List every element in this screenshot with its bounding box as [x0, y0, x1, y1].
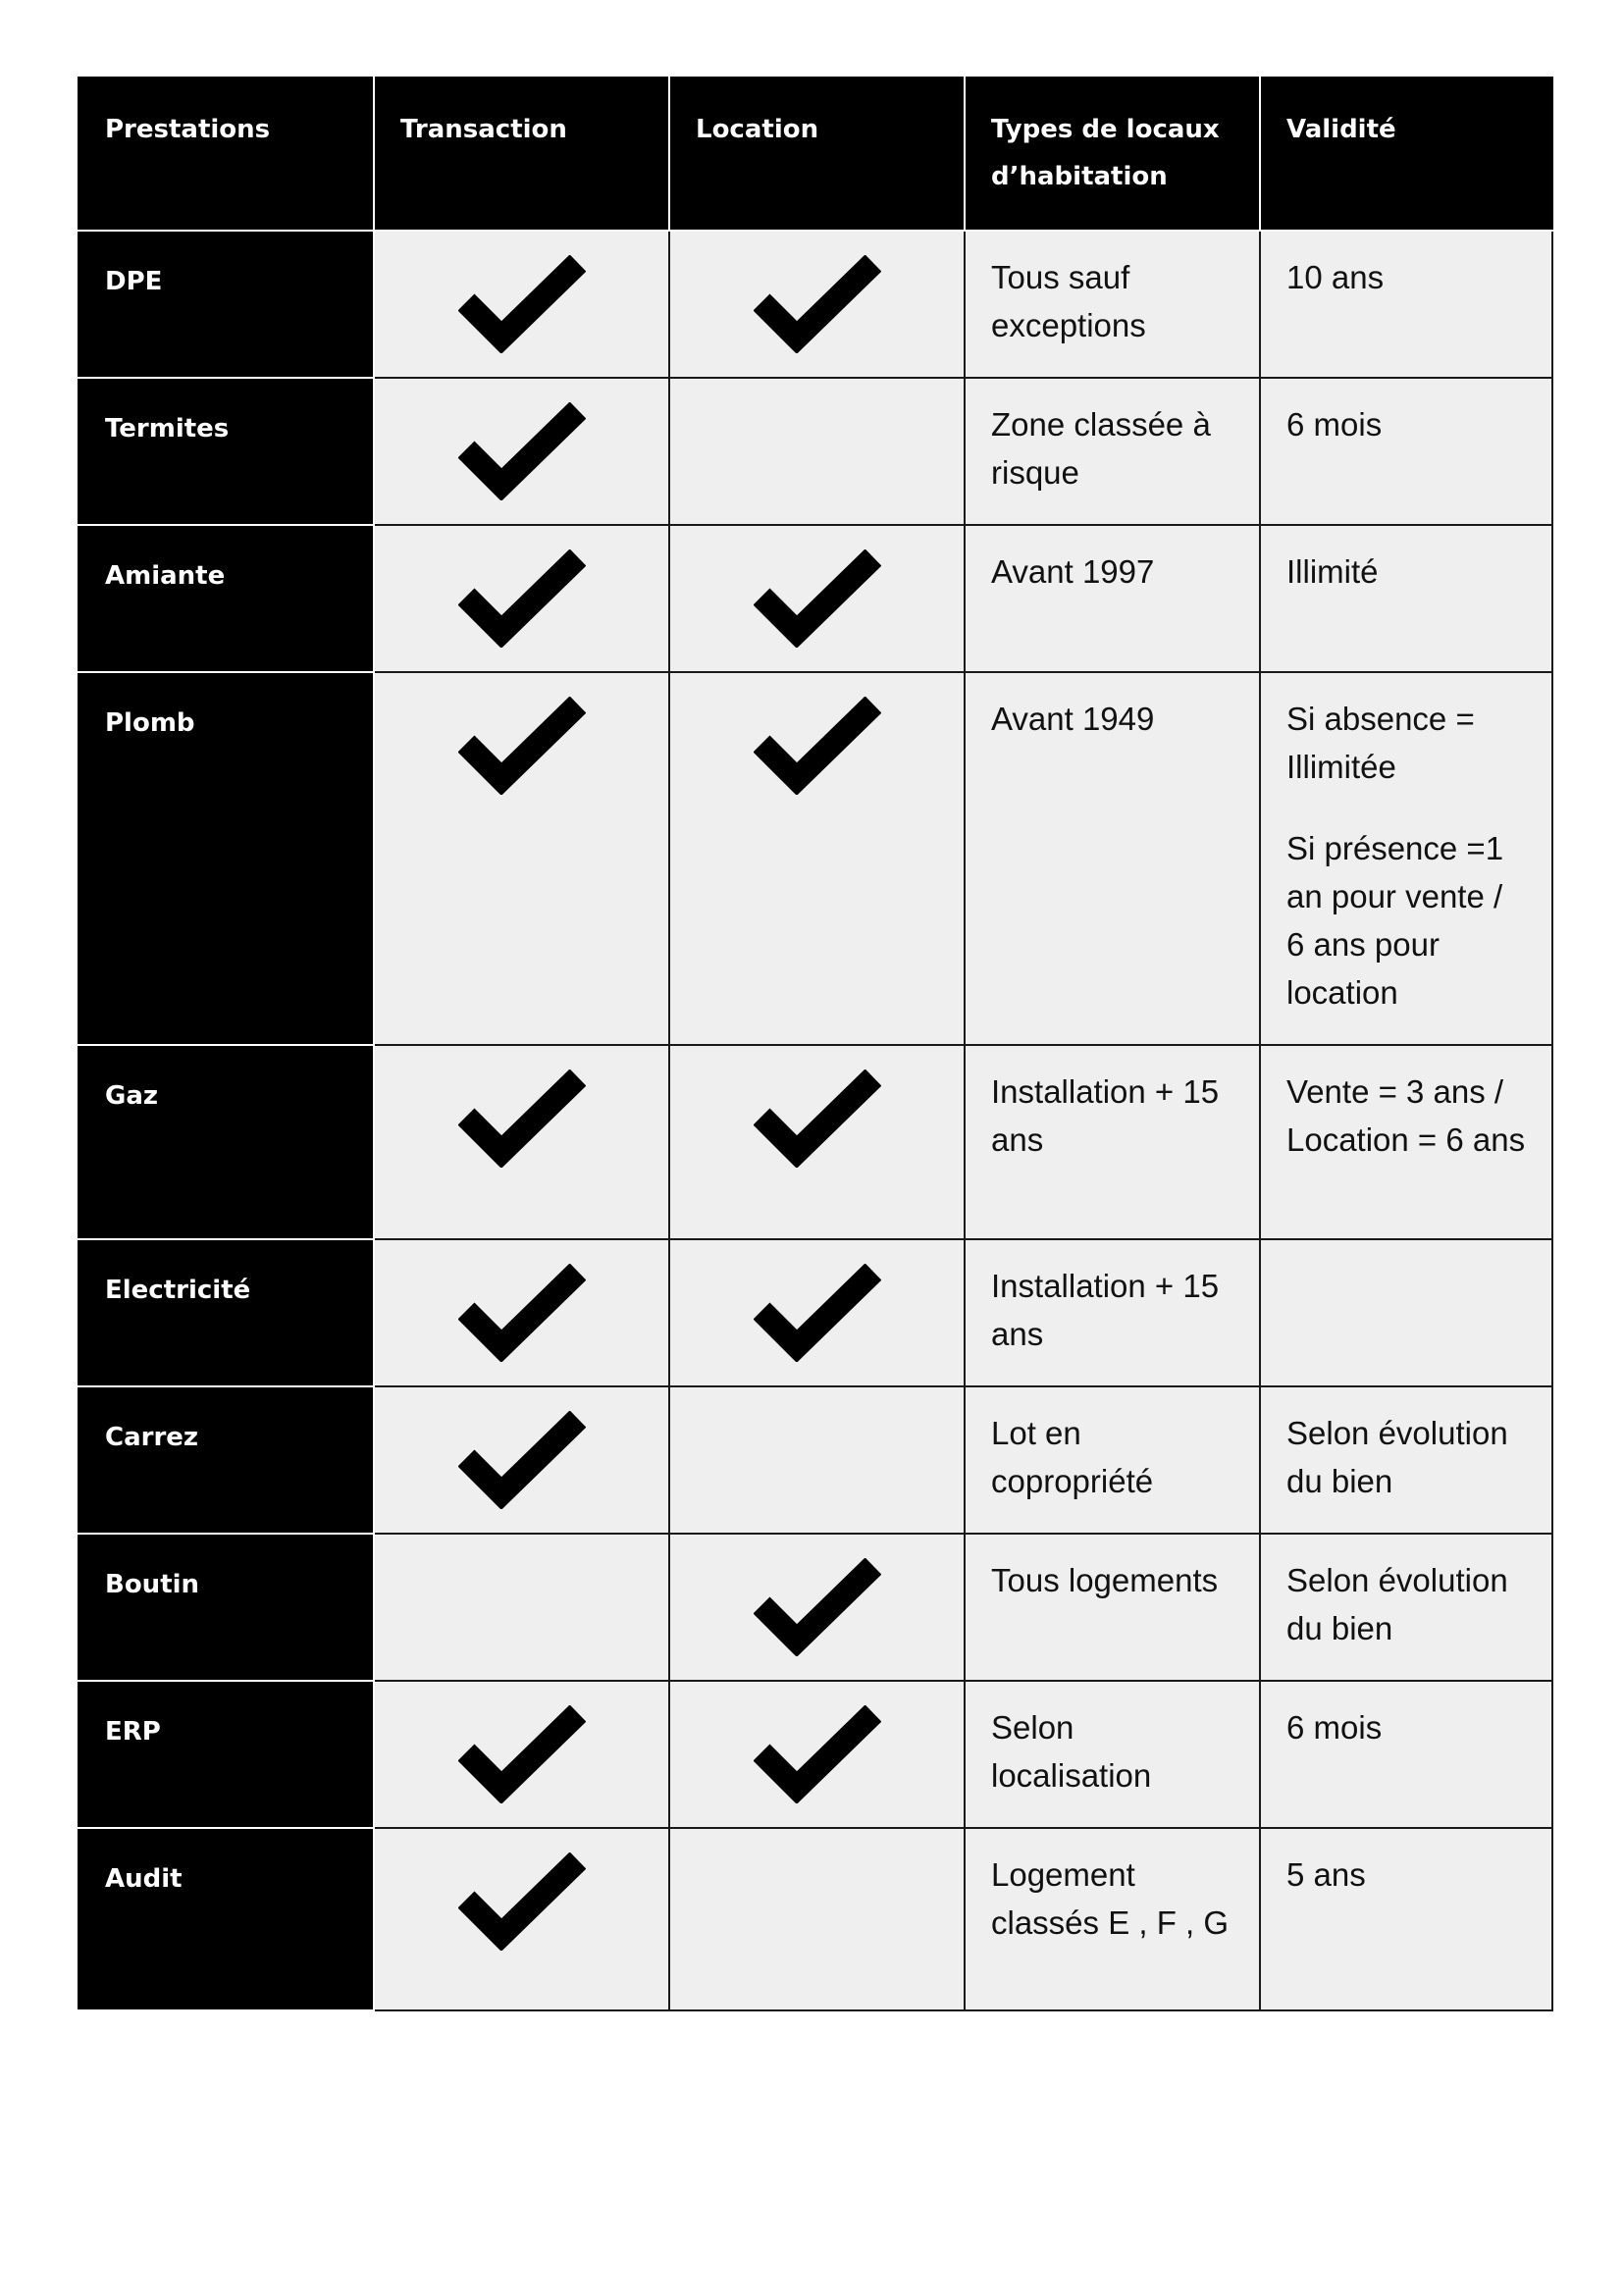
- check-mark-icon: [458, 697, 586, 795]
- header-types: Types de locaux d’habitation: [965, 78, 1260, 231]
- cell-location: [669, 672, 965, 1045]
- check-mark-icon: [458, 1069, 586, 1168]
- cell-validite: [1260, 1386, 1552, 1534]
- row-prestation-name: Boutin: [79, 1534, 374, 1681]
- cell-location: [669, 1239, 965, 1386]
- cell-validite-text: 10 ans: [1286, 259, 1385, 295]
- cell-transaction: [374, 1534, 669, 1681]
- cell-types: [965, 672, 1260, 1045]
- check-mark-icon: [754, 1558, 881, 1656]
- cell-validite-text: 5 ans: [1286, 1856, 1366, 1893]
- row-prestation-name: Termites: [79, 378, 374, 525]
- cell-types-text: Selon localisation: [991, 1709, 1152, 1794]
- row-prestation-name: Gaz: [79, 1045, 374, 1239]
- check-mark-icon: [458, 255, 586, 353]
- cell-location: [669, 1386, 965, 1534]
- header-prestations: Prestations: [79, 78, 374, 231]
- cell-validite-text: 6 mois: [1286, 1709, 1383, 1746]
- table-body: [79, 231, 1552, 2010]
- cell-validite: [1260, 1045, 1552, 1239]
- cell-types: [965, 1239, 1260, 1386]
- check-mark-icon: [458, 1705, 586, 1803]
- check-mark-icon: [754, 255, 881, 353]
- cell-transaction: [374, 1386, 669, 1534]
- cell-types-text: Installation + 15 ans: [991, 1268, 1220, 1352]
- table-row: [79, 1386, 1552, 1534]
- cell-types-text: Tous sauf exceptions: [991, 259, 1146, 343]
- cell-validite: [1260, 378, 1552, 525]
- row-prestation-name: DPE: [79, 231, 374, 378]
- table-row: [79, 1828, 1552, 2010]
- row-prestation-name: Carrez: [79, 1386, 374, 1534]
- cell-types: [965, 525, 1260, 672]
- cell-validite-text: Vente = 3 ans / Location = 6 ans: [1286, 1073, 1526, 1158]
- cell-location: [669, 1534, 965, 1681]
- cell-types: [965, 1681, 1260, 1828]
- check-mark-icon: [458, 402, 586, 500]
- cell-types-text: Logement classés E , F , G: [991, 1856, 1230, 1941]
- cell-validite-text: Si absence = Illimitée: [1286, 701, 1475, 785]
- cell-validite: [1260, 1681, 1552, 1828]
- cell-types: [965, 231, 1260, 378]
- table-header-row: [79, 78, 1552, 231]
- diagnostics-table: [78, 77, 1553, 2011]
- check-mark-icon: [754, 1264, 881, 1362]
- cell-validite: [1260, 672, 1552, 1045]
- cell-transaction: [374, 1681, 669, 1828]
- cell-location: [669, 1681, 965, 1828]
- check-mark-icon: [458, 1852, 586, 1951]
- row-prestation-name: Electricité: [79, 1239, 374, 1386]
- cell-types: [965, 1045, 1260, 1239]
- cell-types-text: Tous logements: [991, 1562, 1219, 1598]
- check-mark-icon: [754, 697, 881, 795]
- cell-validite-text: Si présence =1 an pour vente / 6 ans pour location: [1286, 830, 1504, 1011]
- cell-validite: [1260, 525, 1552, 672]
- table-row: [79, 378, 1552, 525]
- cell-types-text: Installation + 15 ans: [991, 1073, 1220, 1158]
- table-row: [79, 1681, 1552, 1828]
- cell-validite-text: Illimité: [1286, 553, 1379, 590]
- cell-location: [669, 1045, 965, 1239]
- table-row: [79, 1045, 1552, 1239]
- cell-validite-text: 6 mois: [1286, 406, 1383, 443]
- check-mark-icon: [754, 1069, 881, 1168]
- cell-validite: [1260, 1239, 1552, 1386]
- cell-types: [965, 1386, 1260, 1534]
- cell-types-text: Avant 1997: [991, 553, 1155, 590]
- row-prestation-name: Plomb: [79, 672, 374, 1045]
- cell-location: [669, 1828, 965, 2010]
- header-location: Location: [669, 78, 965, 231]
- cell-location: [669, 231, 965, 378]
- cell-transaction: [374, 378, 669, 525]
- check-mark-icon: [458, 549, 586, 648]
- check-mark-icon: [754, 1705, 881, 1803]
- row-prestation-name: ERP: [79, 1681, 374, 1828]
- cell-validite: [1260, 231, 1552, 378]
- cell-transaction: [374, 1828, 669, 2010]
- cell-transaction: [374, 1239, 669, 1386]
- cell-transaction: [374, 231, 669, 378]
- check-mark-icon: [754, 549, 881, 648]
- cell-types: [965, 1828, 1260, 2010]
- check-mark-icon: [458, 1264, 586, 1362]
- table-row: [79, 525, 1552, 672]
- cell-types-text: Avant 1949: [991, 701, 1155, 737]
- cell-transaction: [374, 525, 669, 672]
- cell-types-text: Lot en copropriété: [991, 1415, 1154, 1499]
- cell-transaction: [374, 672, 669, 1045]
- header-transaction: Transaction: [374, 78, 669, 231]
- table-row: [79, 672, 1552, 1045]
- cell-transaction: [374, 1045, 669, 1239]
- cell-validite: [1260, 1828, 1552, 2010]
- cell-validite-text: Selon évolution du bien: [1286, 1562, 1508, 1646]
- header-validite: Validité: [1260, 78, 1552, 231]
- cell-types: [965, 1534, 1260, 1681]
- cell-validite-text: Selon évolution du bien: [1286, 1415, 1508, 1499]
- cell-types-text: Zone classée à risque: [991, 406, 1211, 491]
- table-row: [79, 231, 1552, 378]
- cell-location: [669, 525, 965, 672]
- table-row: [79, 1534, 1552, 1681]
- table-row: [79, 1239, 1552, 1386]
- cell-validite: [1260, 1534, 1552, 1681]
- cell-types: [965, 378, 1260, 525]
- cell-location: [669, 378, 965, 525]
- row-prestation-name: Audit: [79, 1828, 374, 2010]
- check-mark-icon: [458, 1411, 586, 1509]
- row-prestation-name: Amiante: [79, 525, 374, 672]
